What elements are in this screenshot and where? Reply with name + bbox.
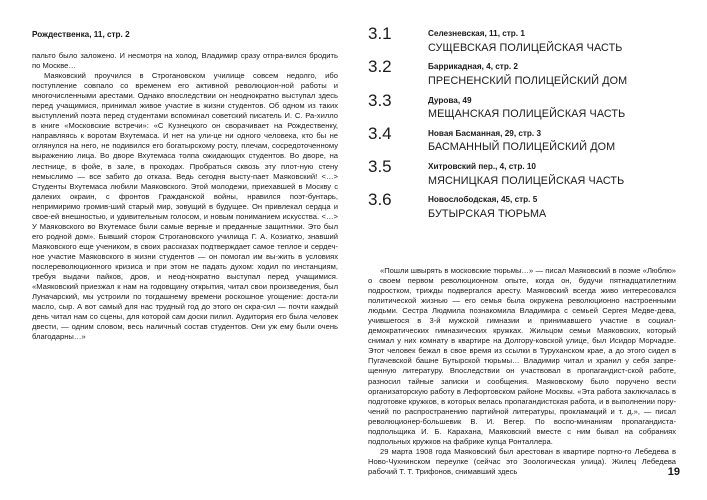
left-column <box>32 30 338 342</box>
right-column <box>368 24 676 476</box>
entry-title: БУТЫРСКАЯ ТЮРЬМА <box>428 207 547 220</box>
page-number: 19 <box>667 466 680 478</box>
paragraph: пальто было заложено. И несмотря на холод, Владимир сразу отпра-вился бродить по Москве… <box>32 51 338 71</box>
paragraph: 29 марта 1908 года Маяковский был арестован в квартире портно-го Лебедева в Ново-Чухнинском переулке (сейчас это Зоологическая улица). Жилец Лебедева рабочий Т. Т. Трифонов, снимавший здесь <box>368 446 676 476</box>
left-body-text <box>32 51 338 342</box>
entry-number: 3.5 <box>368 157 392 177</box>
entry-number: 3.2 <box>368 57 392 77</box>
entry-number: 3.4 <box>368 123 392 143</box>
entry-number: 3.6 <box>368 190 392 210</box>
location-entry <box>368 24 676 57</box>
entry-address: Баррикадная, 4, стр. 2 <box>428 62 518 72</box>
paragraph: Маяковский проучился в Строгановском училище совсем недолго, ибо поступление совпало со временем его активной революцион-ной работы и многочисленными арестами. Однако впоследствии он неоднократно выступал здесь перед учащимися, принимал живое участие в жизни студентов. Об одном из таких выступлений поэта перед студентами вспоминал советский писатель И. С. Ра-хилло в книге «Московские встречи»: «С Кузнецкого он сворачивает на Рождественку, направляясь к воротам Вхутемаса. И нет на ули-це ни одного человека, кто бы не оглянулся на него, не подивился его богатырскому росту, плечам, сосредоточенному выражению лица. Во дворе Вхутемаса толпа ожидающих студентов. Во дворе, на лестнице, в фойе, в зале, в проходах. Пробраться сквозь эту плот-ную стену немыслимо — все забито до отказа. Ведь сегодня высту-пает Маяковский! <…> Студенты Вхутемаса любили Маяковского. Этой молодежи, приехавшей в Москву с далеких окраин, с фронтов Гражданской войны, нравился поэт-бунтарь, непримиримо громив-ший старый мир, зовущий в будущее. Он привлекал сердца и свое-ей внешностью, и удивительным голосом, и новым пониманием искусства. <…> У Маяковского во Вхутемасе были самые верные и преданные защитники. Это был его родной дом». Бывший сторож Строгановского училища Г. А. Козиатко, знавший Маяковского еще учеником, в своих рассказах подтверждает самое теплое и сердеч-ное участие Маяковского в жизни студентов — он помогал им вы-жить в условиях послереволюционного кризиса и при этом не падать духом: ходил по инстанциям, требуя выдачи пайков, дров, и неод-нократно выступал перед учащимися. «Маяковский приезжал к нам на годовщину открытия, читал свои произведения, был Луначарский, мы устроили по тогдашнему времени роскошное угощение: доста-ли масло, сыр. А вот самый для нас трудный год до этого он скра-сил — почти каждый день читал нам со сцены, для которой сам доски пилил. Аудитория его была человек двести, — одним словом, весь наличный состав студентов. Они уж ему были очень благодарны…» <box>32 71 338 342</box>
location-entry <box>368 124 676 157</box>
entry-address: Дурова, 49 <box>428 95 472 105</box>
entry-number: 3.3 <box>368 90 392 110</box>
entry-address: Селезневская, 11, стр. 1 <box>428 29 525 38</box>
entry-title: БАСМАННЫЙ ПОЛИЦЕЙСКИЙ ДОМ <box>428 141 616 154</box>
location-entry <box>368 91 676 124</box>
running-header: Рождественка, 11, стр. 2 <box>32 30 130 39</box>
entry-title: МЕЩАНСКАЯ ПОЛИЦЕЙСКАЯ ЧАСТЬ <box>428 108 626 121</box>
entry-number: 3.1 <box>368 24 392 43</box>
entry-address: Новослободская, 45, стр. 5 <box>428 195 538 205</box>
location-entry <box>368 57 676 90</box>
entry-title: ПРЕСНЕНСКИЙ ПОЛИЦЕЙСКИЙ ДОМ <box>428 74 628 87</box>
location-list <box>368 24 676 224</box>
location-entry <box>368 190 676 223</box>
entry-address: Новая Басманная, 29, стр. 3 <box>428 128 542 138</box>
paragraph: «Пошли швырять в московские тюрьмы…» — писал Маяковский в поэме «Люблю» о своем первом революционном опыте, когда он, будучи пятнадцатилетним подростком, трижды подвергался аресту. Маяковский всегда живо интересовался политической жизнью — его семья была окружена революционно настроенными людьми. Сестра Людмила познакомила Владимира с семьей Сергея Медве-дева, учившегося в 3-й мужской гимназии и принимавшего участие в социал-демократических гимназических кружках. Жильцом семьи Маяковских, который снимал у них комнату в квартире на Долгору-ковской улице, был Исидор Морчадзе. Этот человек бежал в свое время из ссылки в Туруханском крае, а до этого сидел в Пугачевской башне Бутырской тюрьмы… Владимир читал и хранил у себя запре-щенную литературу. Впоследствии он участвовал в пропагандист-ской работе, разносил тайные записки и сообщения. Маяковскому было поручено вести организаторскую работу в Лефортовском районе Москвы. «Эта работа заключалась в подготовке кружков, в которых велась пропагандистская работа, и в выполнении пору-чений по распространению партийной литературы, прокламаций и т. д.», — писал революционер-большевик В. И. Вегер. По воспо-минаниям пропагандиста-подпольщика И. Б. Карахана, Маяковский вместе с ним бывал на собраниях подпольных кружков на фабрике купца Ронталлера. <box>368 266 676 446</box>
entry-title: МЯСНИЦКАЯ ПОЛИЦЕЙСКАЯ ЧАСТЬ <box>428 174 625 187</box>
entry-title: СУЩЕВСКАЯ ПОЛИЦЕЙСКАЯ ЧАСТЬ <box>428 41 623 54</box>
right-body-text <box>368 266 676 477</box>
location-entry <box>368 157 676 190</box>
entry-address: Хитровский пер., 4, стр. 10 <box>428 162 536 172</box>
